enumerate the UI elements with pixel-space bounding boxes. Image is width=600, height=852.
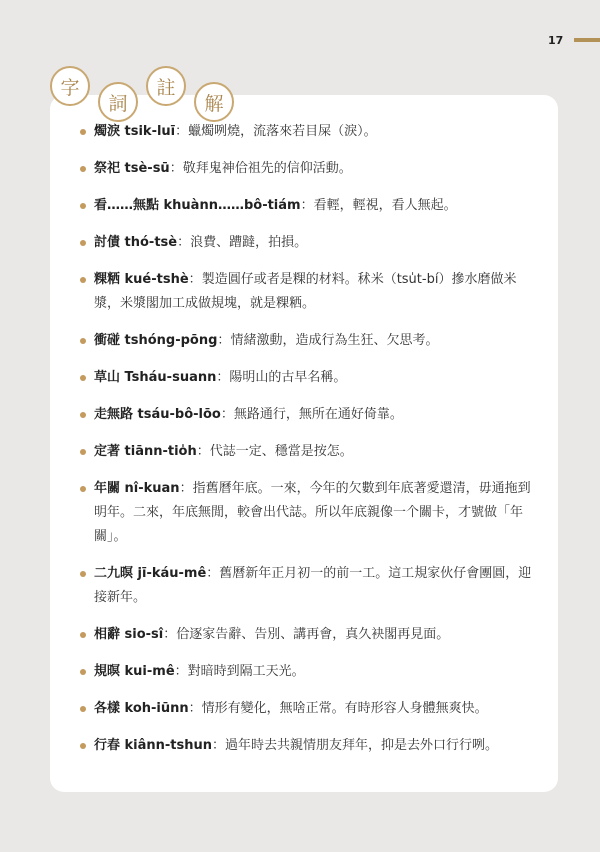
entry-term: 二九暝 jī-káu-mê bbox=[94, 566, 207, 581]
glossary-list bbox=[80, 120, 540, 771]
glossary-entry bbox=[80, 734, 540, 758]
entry-colon: ： bbox=[174, 664, 188, 679]
entry-term: 草山 Tsháu-suann bbox=[94, 370, 217, 385]
entry-definition: 情形有變化，無啥正常。有時形容人身體無爽快。 bbox=[201, 701, 488, 716]
glossary-entry bbox=[80, 697, 540, 721]
entry-term: 燭淚 tsik-luī bbox=[94, 124, 176, 139]
entry-definition: 製造圓仔或者是粿的材料。秫米（tsu̍t-bí）摻水磨做米漿，米漿閣加工成做規塊，就是粿粞。 bbox=[94, 272, 517, 311]
entry-definition: 代誌一定、穩當是按怎。 bbox=[209, 444, 353, 459]
glossary-entry bbox=[80, 623, 540, 647]
entry-colon: ： bbox=[216, 370, 230, 385]
entry-colon: ： bbox=[175, 124, 189, 139]
glossary-entry bbox=[80, 268, 540, 316]
glossary-heading bbox=[0, 0, 600, 140]
page-number: 17 bbox=[548, 34, 564, 47]
entry-term: 相辭 sio-sî bbox=[94, 627, 164, 642]
entry-colon: ： bbox=[188, 701, 202, 716]
entry-term: 規暝 kui-mê bbox=[94, 664, 175, 679]
entry-colon: ： bbox=[300, 198, 314, 213]
entry-term: 看……無點 khuànn……bô-tiám bbox=[94, 198, 301, 213]
entry-definition: 陽明山的古早名稱。 bbox=[229, 370, 347, 385]
entry-definition: 敬拜鬼神佮祖先的信仰活動。 bbox=[182, 161, 352, 176]
entry-definition: 指舊曆年底。一來，今年的欠數到年底著愛還清，毋通拖到明年。二來，年底無閒，較會出代誌。所以年底親像一个關卡，才號做「年關」。 bbox=[94, 481, 531, 544]
entry-definition: 蠟燭咧燒，流落來若目屎（淚）。 bbox=[188, 124, 377, 139]
glossary-entry bbox=[80, 440, 540, 464]
entry-colon: ： bbox=[188, 272, 202, 287]
entry-term: 祭祀 tsè-sū bbox=[94, 161, 170, 176]
entry-term: 衝碰 tshóng-pōng bbox=[94, 333, 218, 348]
entry-definition: 對暗時到隔工天光。 bbox=[187, 664, 305, 679]
heading-char-4: 解 bbox=[194, 82, 234, 122]
entry-colon: ： bbox=[196, 444, 210, 459]
glossary-entry bbox=[80, 403, 540, 427]
entry-term: 粿粞 kué-tshè bbox=[94, 272, 189, 287]
entry-definition: 佮逐家告辭、告別、講再會，真久袂閣再見面。 bbox=[176, 627, 450, 642]
entry-colon: ： bbox=[179, 481, 193, 496]
heading-char-3: 註 bbox=[146, 66, 186, 106]
entry-definition: 看輕，輕視，看人無起。 bbox=[313, 198, 457, 213]
heading-char-2: 詞 bbox=[98, 82, 138, 122]
glossary-entry bbox=[80, 329, 540, 353]
entry-colon: ： bbox=[206, 566, 220, 581]
entry-colon: ： bbox=[163, 627, 177, 642]
entry-colon: ： bbox=[212, 738, 226, 753]
glossary-entry bbox=[80, 660, 540, 684]
entry-term: 走無路 tsáu-bô-lōo bbox=[94, 407, 221, 422]
entry-definition: 情緒激動，造成行為生狂、欠思考。 bbox=[230, 333, 439, 348]
entry-definition: 浪費、蹧躂，拍損。 bbox=[190, 235, 308, 250]
entry-colon: ： bbox=[177, 235, 191, 250]
entry-colon: ： bbox=[217, 333, 231, 348]
entry-colon: ： bbox=[220, 407, 234, 422]
entry-colon: ： bbox=[169, 161, 183, 176]
entry-definition: 過年時去共親情朋友拜年，抑是去外口行行咧。 bbox=[225, 738, 499, 753]
entry-definition: 無路通行，無所在通好倚靠。 bbox=[233, 407, 403, 422]
entry-term: 行春 kiânn-tshun bbox=[94, 738, 213, 753]
entry-term: 年關 nî-kuan bbox=[94, 481, 180, 496]
glossary-entry bbox=[80, 231, 540, 255]
entry-definition: 舊曆新年正月初一的前一工。這工規家伙仔會團圓，迎接新年。 bbox=[94, 566, 532, 605]
entry-term: 各樣 koh-iūnn bbox=[94, 701, 189, 716]
glossary-entry bbox=[80, 120, 540, 144]
entry-term: 定著 tiānn-tio̍h bbox=[94, 444, 197, 459]
heading-char-1: 字 bbox=[50, 66, 90, 106]
glossary-entry bbox=[80, 477, 540, 549]
glossary-entry bbox=[80, 366, 540, 390]
glossary-entry bbox=[80, 194, 540, 218]
glossary-entry bbox=[80, 562, 540, 610]
glossary-entry bbox=[80, 157, 540, 181]
entry-term: 討債 thó-tsè bbox=[94, 235, 178, 250]
